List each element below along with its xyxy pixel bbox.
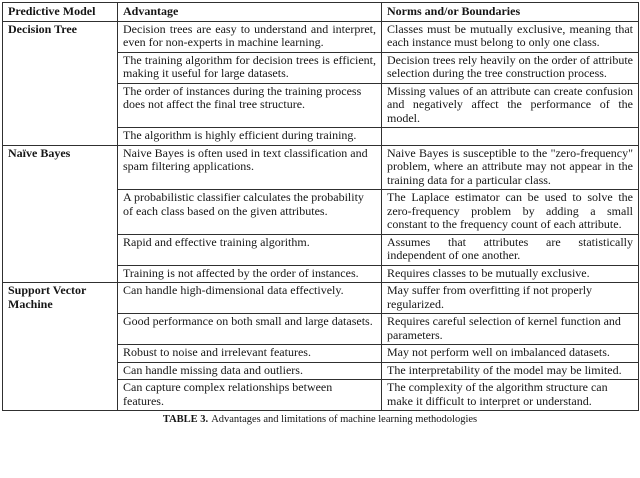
advantage-cell: The training algorithm for decision trees is efficient, making it useful for large datasets. — [118, 52, 382, 83]
norms-cell: Decision trees rely heavily on the order of attribute selection during the tree construction process. — [382, 52, 639, 83]
column-header-norms: Norms and/or Boundaries — [382, 3, 639, 22]
advantage-cell: Can capture complex relationships between features. — [118, 380, 382, 411]
advantage-cell: Decision trees are easy to understand and interpret, even for non-experts in machine learning. — [118, 21, 382, 52]
model-cell-naive-bayes: Naïve Bayes — [3, 145, 118, 283]
norms-cell: The Laplace estimator can be used to solve the zero-frequency problem by adding a small constant to the frequency count of each attribute. — [382, 190, 639, 235]
norms-cell: Naive Bayes is susceptible to the "zero-frequency" problem, where an attribute may not appear in the training data for a particular class. — [382, 145, 639, 190]
norms-cell: The complexity of the algorithm structure can make it difficult to interpret or understand. — [382, 380, 639, 411]
advantage-cell: A probabilistic classifier calculates the probability of each class based on the given attributes. — [118, 190, 382, 235]
advantage-cell: The algorithm is highly efficient during training. — [118, 128, 382, 146]
model-cell-svm: Support Vector Machine — [3, 283, 118, 411]
advantage-cell: Robust to noise and irrelevant features. — [118, 345, 382, 363]
norms-cell: May not perform well on imbalanced datasets. — [382, 345, 639, 363]
norms-cell: The interpretability of the model may be limited. — [382, 362, 639, 380]
norms-cell: Missing values of an attribute can create confusion and negatively affect the performance of the model. — [382, 83, 639, 128]
norms-cell-empty — [382, 128, 639, 146]
table-row — [3, 145, 639, 190]
table-caption-text: Advantages and limitations of machine learning methodologies — [211, 414, 478, 425]
advantage-cell: Can handle high-dimensional data effectively. — [118, 283, 382, 314]
ml-methods-table — [2, 2, 639, 411]
advantage-cell: Can handle missing data and outliers. — [118, 362, 382, 380]
table-row — [3, 283, 639, 314]
column-header-advantage: Advantage — [118, 3, 382, 22]
table-row — [3, 21, 639, 52]
norms-cell: Assumes that attributes are statistically independent of one another. — [382, 234, 639, 265]
table-caption-label: TABLE 3. — [162, 414, 209, 425]
model-cell-decision-tree: Decision Tree — [3, 21, 118, 145]
norms-cell: Requires classes to be mutually exclusive. — [382, 265, 639, 283]
header-row — [3, 3, 639, 22]
advantage-cell: The order of instances during the training process does not affect the final tree structure. — [118, 83, 382, 128]
norms-cell: Requires careful selection of kernel function and parameters. — [382, 314, 639, 345]
advantage-cell: Rapid and effective training algorithm. — [118, 234, 382, 265]
advantage-cell: Training is not affected by the order of instances. — [118, 265, 382, 283]
norms-cell: May suffer from overfitting if not properly regularized. — [382, 283, 639, 314]
document-page — [0, 2, 640, 478]
norms-cell: Classes must be mutually exclusive, meaning that each instance must belong to only one class. — [382, 21, 639, 52]
advantage-cell: Naive Bayes is often used in text classification and spam filtering applications. — [118, 145, 382, 190]
advantage-cell: Good performance on both small and large datasets. — [118, 314, 382, 345]
table-caption — [2, 414, 638, 426]
column-header-predictive-model: Predictive Model — [3, 3, 118, 22]
